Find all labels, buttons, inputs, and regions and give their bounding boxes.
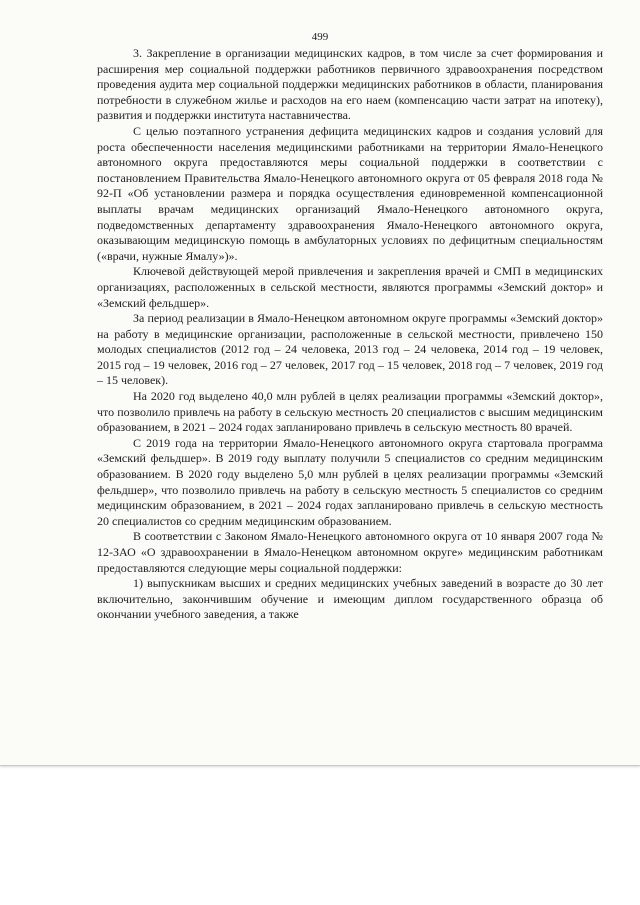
- paragraph-health-law: В соответствии с Законом Ямало-Ненецкого автономного округа от 10 января 2007 года № 12-ЗАО «О здравоохранении в Ямало-Ненецком автономном округе» медицинским работникам предоставляются следующие меры социальной поддержки:: [97, 529, 603, 575]
- document-body: [97, 46, 603, 623]
- paragraph-staff-retention: 3. Закрепление в организации медицинских кадров, в том числе за счет формирования и расширения мер социальной поддержки работников первичного здравоохранения посредством проведения аудита мер социальной поддержки медицинских работников в области, планирования потребности в служебном жилье и расходов на его наем (компенсацию части затрат на ипотеку), развития и поддержки института наставничества.: [97, 46, 603, 123]
- paragraph-key-programs: Ключевой действующей мерой привлечения и закрепления врачей и СМП в медицинских организациях, расположенных в сельской местности, являются программы «Земский доктор» и «Земский фельдшер».: [97, 264, 603, 310]
- paragraph-graduates-measure: 1) выпускникам высших и средних медицинских учебных заведений в возрасте до 30 лет включительно, закончившим обучение и имеющим диплом государственного образца об окончании учебного заведения, а также: [97, 576, 603, 622]
- paragraph-social-support-measures: С целью поэтапного устранения дефицита медицинских кадров и создания условий для роста обеспеченности населения медицинскими работниками на территории Ямало-Ненецкого автономного округа предоставляются меры социальной поддержки в соответствии с постановлением Правительства Ямало-Ненецкого автономного округа от 05 февраля 2018 года № 92-П «Об установлении размера и порядка осуществления единовременной компенсационной выплаты врачам медицинских организаций Ямало-Ненецкого автономного округа, подведомственных департаменту здравоохранения Ямало-Ненецкого автономного округа, оказывающим медицинскую помощь в амбулаторных условиях по дефицитным специальностям («врачи, нужные Ямалу»)».: [97, 123, 603, 263]
- page-number: 499: [311, 31, 329, 43]
- paragraph-zemsky-doctor-2020: На 2020 год выделено 40,0 млн рублей в целях реализации программы «Земский доктор», что позволило привлечь на работу в сельскую местность 20 специалистов с высшим медицинским образованием, в 2021 – 2024 годах запланировано привлечь в сельскую местность 80 врачей.: [97, 389, 603, 435]
- paragraph-zemsky-doctor-results: За период реализации в Ямало-Ненецком автономном округе программы «Земский доктор» на работу в медицинские организации, расположенные в сельской местности, привлечено 150 молодых специалистов (2012 год – 24 человека, 2013 год – 24 человека, 2014 год – 19 человек, 2015 год – 19 человек, 2016 год – 27 человек, 2017 год – 15 человек, 2018 год – 7 человек, 2019 год – 15 человек).: [97, 311, 603, 388]
- paragraph-zemsky-feldsher: С 2019 года на территории Ямало-Ненецкого автономного округа стартовала программа «Земский фельдшер». В 2019 году выплату получили 5 специалистов со средним медицинским образованием. В 2020 году выделено 5,0 млн рублей в целях реализации программы «Земский фельдшер», что позволило привлечь на работу в сельскую местность 5 специалистов со средним медицинским образованием, в 2021 – 2024 годах запланировано привлечь в сельскую местность 20 специалистов со средним медицинским образованием.: [97, 435, 603, 528]
